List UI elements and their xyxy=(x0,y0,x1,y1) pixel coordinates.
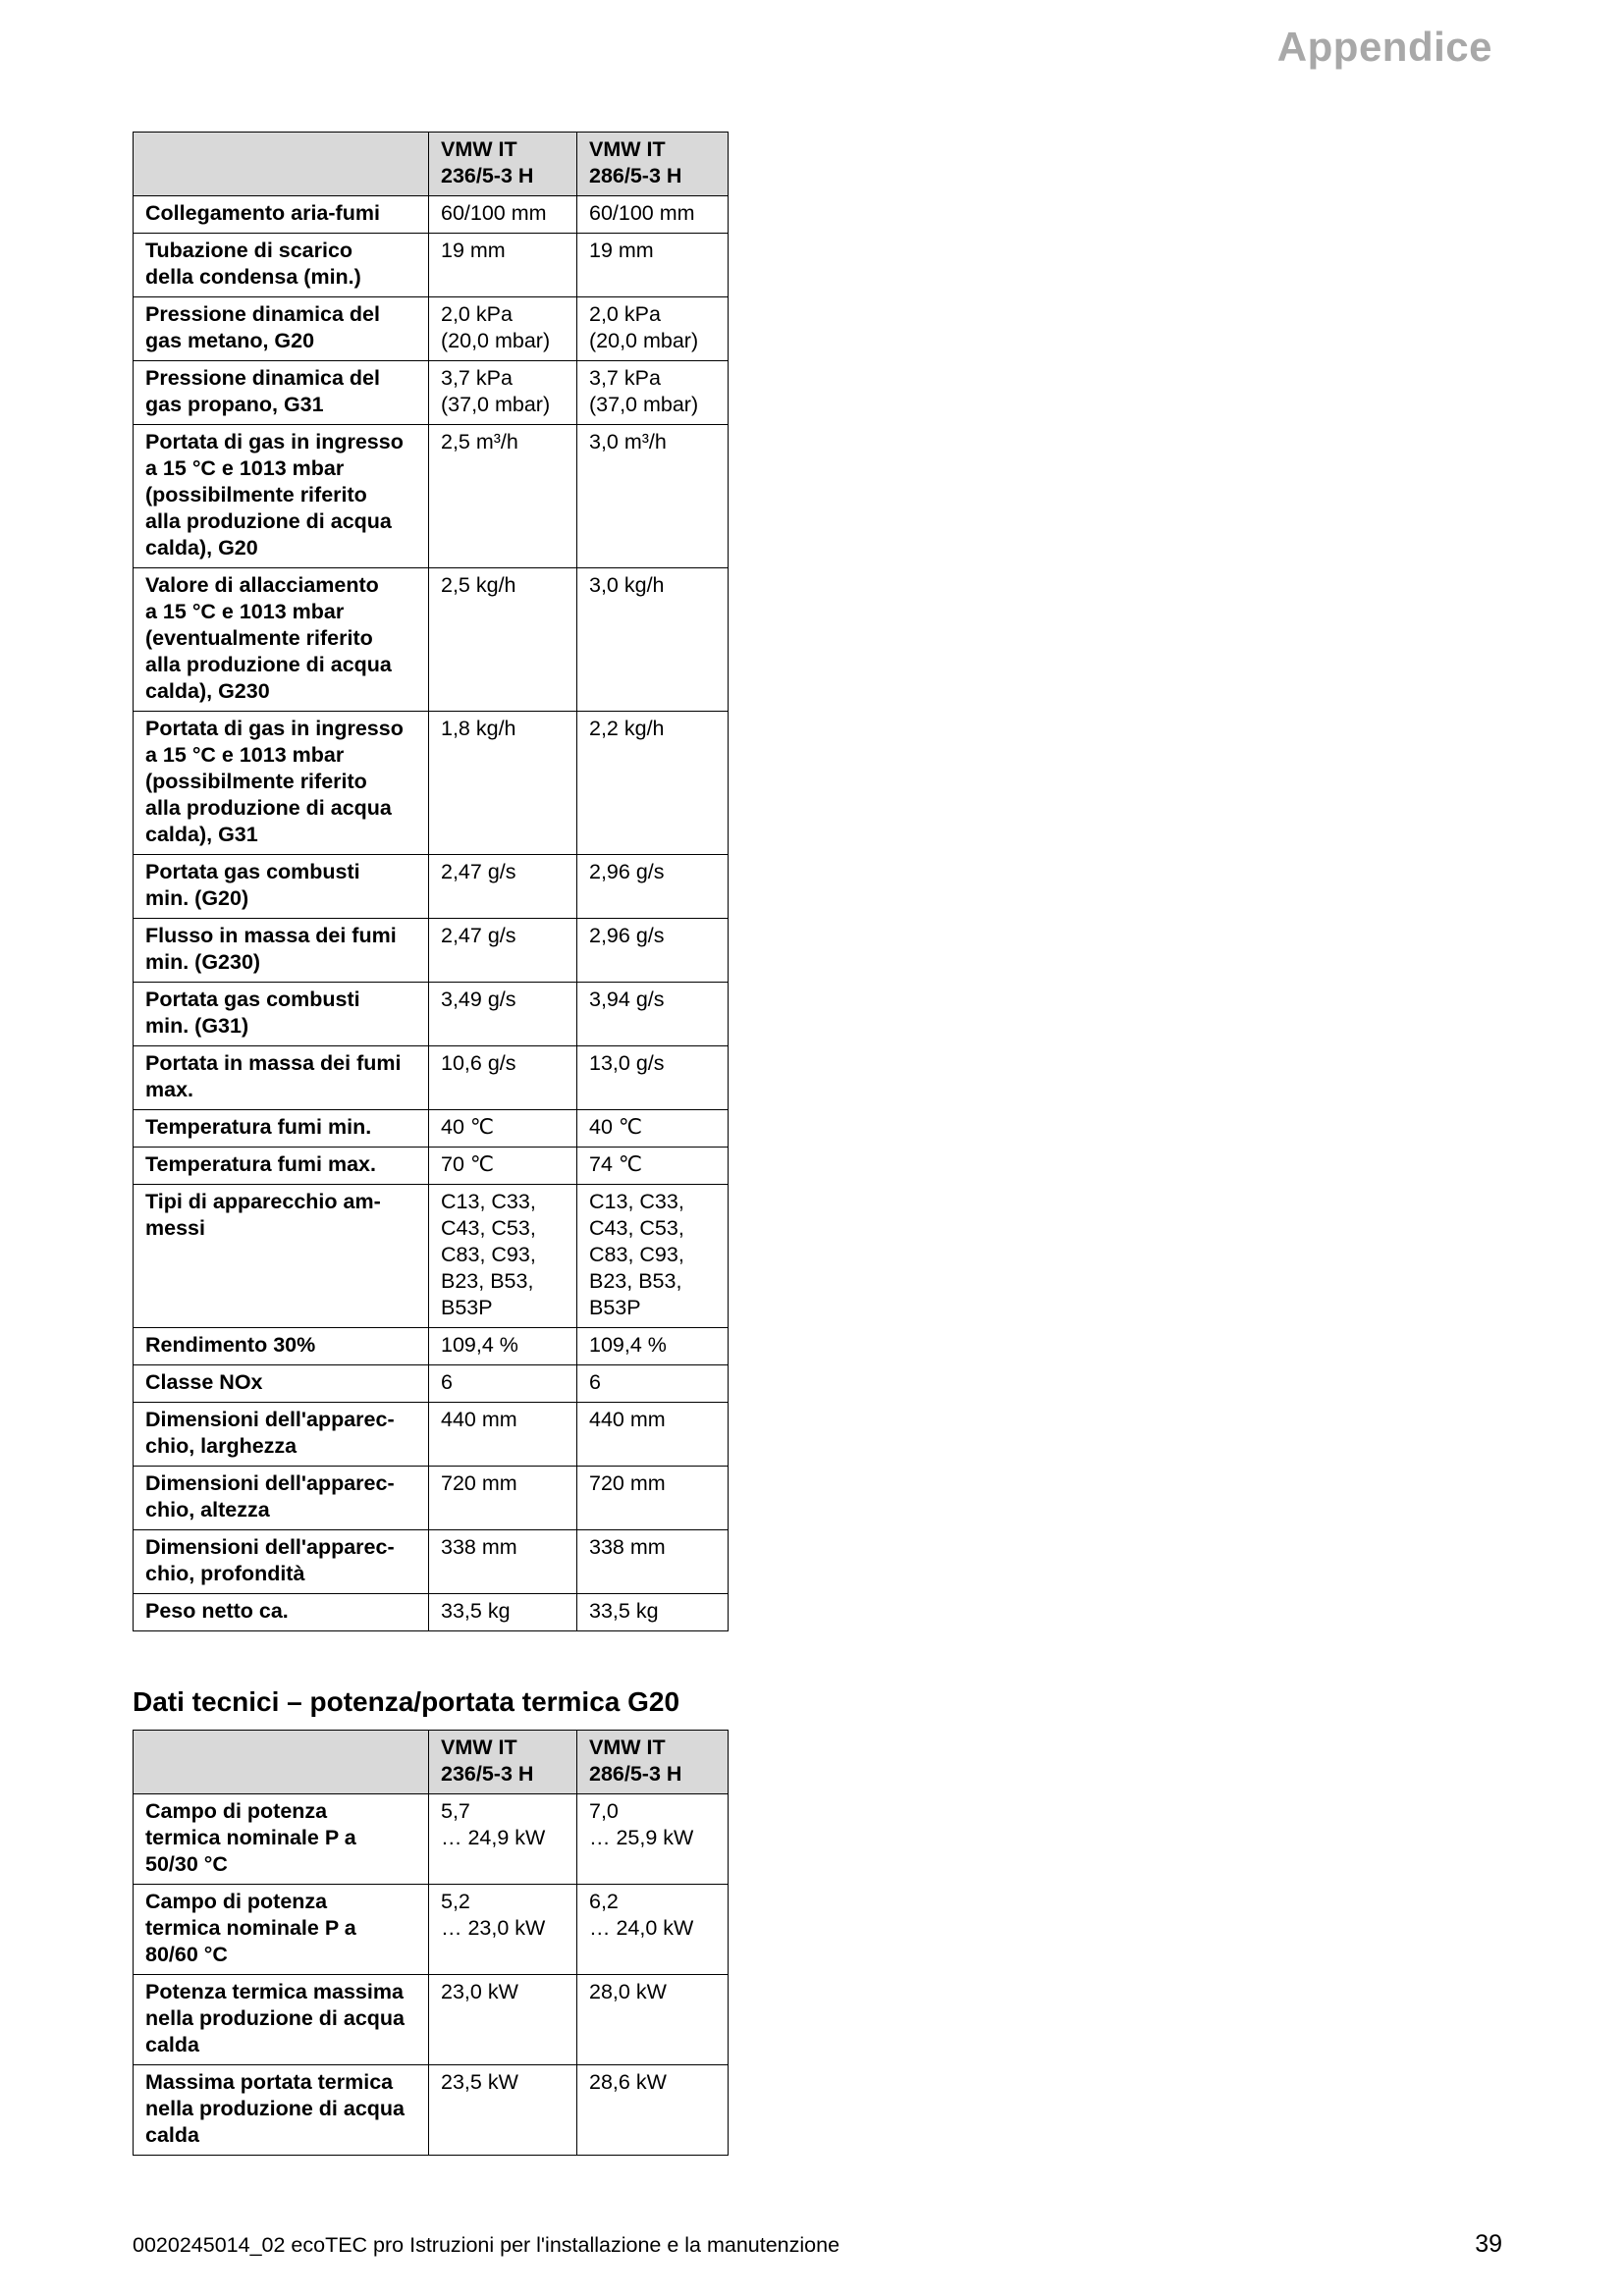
table-row xyxy=(134,983,729,1046)
value-model-286: 3,0 m³/h xyxy=(577,425,729,568)
table-row xyxy=(134,1328,729,1365)
table-row xyxy=(134,712,729,855)
value-model-236: 3,7 kPa (37,0 mbar) xyxy=(429,361,577,425)
value-model-236: 720 mm xyxy=(429,1467,577,1530)
value-model-286: 7,0 … 25,9 kW xyxy=(577,1794,729,1885)
value-model-286: 13,0 g/s xyxy=(577,1046,729,1110)
table-row xyxy=(134,1594,729,1631)
value-model-286: 33,5 kg xyxy=(577,1594,729,1631)
value-model-286: 2,0 kPa (20,0 mbar) xyxy=(577,297,729,361)
header-cell-empty xyxy=(134,1731,429,1794)
value-model-236: 1,8 kg/h xyxy=(429,712,577,855)
header-cell-empty xyxy=(134,133,429,196)
table-row xyxy=(134,1403,729,1467)
value-model-236: 2,5 kg/h xyxy=(429,568,577,712)
row-label: Dimensioni dell'apparec- chio, larghezza xyxy=(134,1403,429,1467)
row-label: Portata gas combusti min. (G31) xyxy=(134,983,429,1046)
value-model-286: 19 mm xyxy=(577,234,729,297)
value-model-236: 70 ℃ xyxy=(429,1148,577,1185)
value-model-286: 28,6 kW xyxy=(577,2065,729,2156)
page-number: 39 xyxy=(1475,2230,1502,2258)
technical-data-table-body xyxy=(134,196,729,1631)
table-row xyxy=(134,1110,729,1148)
thermal-power-table-body xyxy=(134,1794,729,2156)
value-model-236: 33,5 kg xyxy=(429,1594,577,1631)
table-row xyxy=(134,1467,729,1530)
table-header-row xyxy=(134,1731,729,1794)
row-label: Tubazione di scarico della condensa (min.) xyxy=(134,234,429,297)
row-label: Classe NOx xyxy=(134,1365,429,1403)
table-row xyxy=(134,1148,729,1185)
value-model-236: 10,6 g/s xyxy=(429,1046,577,1110)
value-model-236: 19 mm xyxy=(429,234,577,297)
value-model-286: 720 mm xyxy=(577,1467,729,1530)
value-model-286: 60/100 mm xyxy=(577,196,729,234)
value-model-236: 109,4 % xyxy=(429,1328,577,1365)
row-label: Tipi di apparecchio am- messi xyxy=(134,1185,429,1328)
table-row xyxy=(134,919,729,983)
table-row xyxy=(134,1046,729,1110)
header-cell-model-286: VMW IT 286/5-3 H xyxy=(577,1731,729,1794)
value-model-236: C13, C33, C43, C53, C83, C93, B23, B53, B53P xyxy=(429,1185,577,1328)
row-label: Dimensioni dell'apparec- chio, profondità xyxy=(134,1530,429,1594)
row-label: Pressione dinamica del gas propano, G31 xyxy=(134,361,429,425)
table-row xyxy=(134,425,729,568)
header-cell-model-236: VMW IT 236/5-3 H xyxy=(429,1731,577,1794)
value-model-236: 60/100 mm xyxy=(429,196,577,234)
value-model-286: 2,96 g/s xyxy=(577,919,729,983)
row-label: Campo di potenza termica nominale P a 50/30 °C xyxy=(134,1794,429,1885)
table-row xyxy=(134,568,729,712)
table-row xyxy=(134,855,729,919)
table-header-row xyxy=(134,133,729,196)
value-model-286: 40 ℃ xyxy=(577,1110,729,1148)
table-row xyxy=(134,1185,729,1328)
value-model-286: 28,0 kW xyxy=(577,1975,729,2065)
value-model-286: 2,2 kg/h xyxy=(577,712,729,855)
row-label: Massima portata termica nella produzione di acqua calda xyxy=(134,2065,429,2156)
row-label: Rendimento 30% xyxy=(134,1328,429,1365)
value-model-236: 440 mm xyxy=(429,1403,577,1467)
value-model-236: 6 xyxy=(429,1365,577,1403)
value-model-286: 6,2 … 24,0 kW xyxy=(577,1885,729,1975)
value-model-236: 2,5 m³/h xyxy=(429,425,577,568)
value-model-236: 23,5 kW xyxy=(429,2065,577,2156)
row-label: Potenza termica massima nella produzione di acqua calda xyxy=(134,1975,429,2065)
table-row xyxy=(134,2065,729,2156)
thermal-power-table xyxy=(133,1730,729,2156)
row-label: Peso netto ca. xyxy=(134,1594,429,1631)
table-row xyxy=(134,1530,729,1594)
value-model-286: 440 mm xyxy=(577,1403,729,1467)
value-model-286: 74 ℃ xyxy=(577,1148,729,1185)
table-row xyxy=(134,196,729,234)
value-model-286: 3,0 kg/h xyxy=(577,568,729,712)
section-title-g20: Dati tecnici – potenza/portata termica G20 xyxy=(133,1686,680,1717)
row-label: Temperatura fumi max. xyxy=(134,1148,429,1185)
value-model-286: 3,7 kPa (37,0 mbar) xyxy=(577,361,729,425)
value-model-236: 5,7 … 24,9 kW xyxy=(429,1794,577,1885)
table-row xyxy=(134,361,729,425)
value-model-286: 6 xyxy=(577,1365,729,1403)
value-model-286: 338 mm xyxy=(577,1530,729,1594)
table-row xyxy=(134,1975,729,2065)
row-label: Flusso in massa dei fumi min. (G230) xyxy=(134,919,429,983)
row-label: Valore di allacciamento a 15 °C e 1013 mbar (eventualmente riferito alla produzione di acqua calda), G230 xyxy=(134,568,429,712)
table-row xyxy=(134,234,729,297)
value-model-236: 2,47 g/s xyxy=(429,919,577,983)
row-label: Dimensioni dell'apparec- chio, altezza xyxy=(134,1467,429,1530)
technical-data-table xyxy=(133,132,729,1631)
value-model-286: C13, C33, C43, C53, C83, C93, B23, B53, B53P xyxy=(577,1185,729,1328)
row-label: Portata di gas in ingresso a 15 °C e 1013 mbar (possibilmente riferito alla produzione di acqua calda), G20 xyxy=(134,425,429,568)
value-model-286: 3,94 g/s xyxy=(577,983,729,1046)
value-model-286: 2,96 g/s xyxy=(577,855,729,919)
footer-document-info: 0020245014_02 ecoTEC pro Istruzioni per l'installazione e la manutenzione xyxy=(133,2233,840,2257)
row-label: Portata di gas in ingresso a 15 °C e 1013 mbar (possibilmente riferito alla produzione di acqua calda), G31 xyxy=(134,712,429,855)
value-model-236: 40 ℃ xyxy=(429,1110,577,1148)
header-cell-model-236: VMW IT 236/5-3 H xyxy=(429,133,577,196)
section-header-title: Appendice xyxy=(1276,24,1492,70)
table-row xyxy=(134,1794,729,1885)
value-model-286: 109,4 % xyxy=(577,1328,729,1365)
value-model-236: 5,2 … 23,0 kW xyxy=(429,1885,577,1975)
table-row xyxy=(134,297,729,361)
table-row xyxy=(134,1365,729,1403)
value-model-236: 2,0 kPa (20,0 mbar) xyxy=(429,297,577,361)
row-label: Portata in massa dei fumi max. xyxy=(134,1046,429,1110)
value-model-236: 23,0 kW xyxy=(429,1975,577,2065)
row-label: Collegamento aria-fumi xyxy=(134,196,429,234)
value-model-236: 3,49 g/s xyxy=(429,983,577,1046)
header-cell-model-286: VMW IT 286/5-3 H xyxy=(577,133,729,196)
table-row xyxy=(134,1885,729,1975)
value-model-236: 2,47 g/s xyxy=(429,855,577,919)
row-label: Pressione dinamica del gas metano, G20 xyxy=(134,297,429,361)
row-label: Temperatura fumi min. xyxy=(134,1110,429,1148)
row-label: Campo di potenza termica nominale P a 80/60 °C xyxy=(134,1885,429,1975)
row-label: Portata gas combusti min. (G20) xyxy=(134,855,429,919)
value-model-236: 338 mm xyxy=(429,1530,577,1594)
